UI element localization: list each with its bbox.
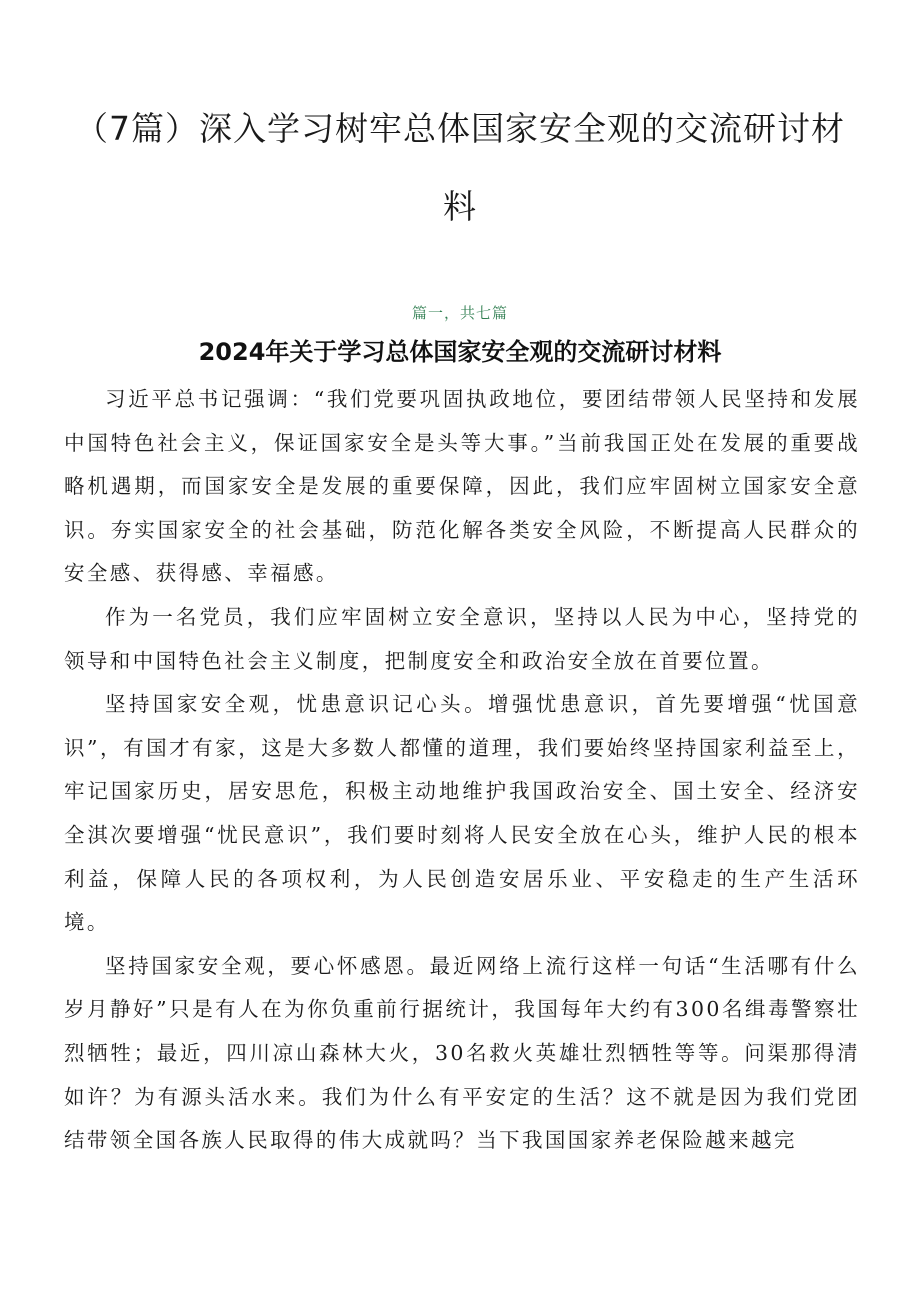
paragraph: 作为一名党员，我们应牢固树立安全意识，坚持以人民为中心，坚持党的领导和中国特色社会主义制度，把制度安全和政治安全放在首要位置。 xyxy=(64,604,860,673)
section-title: 2024年关于学习总体国家安全观的交流研讨材料 xyxy=(198,338,722,366)
section-label: 篇一，共七篇 xyxy=(411,304,508,322)
paragraph: 坚持国家安全观，要心怀感恩。最近网络上流行这样一句话“生活哪有什么岁月静好”只是有人在为你负重前行据统计，我国每年大约有300名缉毒警察壮烈牺牲；最近，四川凉山森林大火，30名救火英雄壮烈牺牲等等。问渠那得清如许？为有源头活水来。我们为什么有平安定的生活？这不就是因为我们党团结带领全国各族人民取得的伟大成就吗？当下我国国家养老保险越来越完 xyxy=(64,953,860,1153)
paragraph: 坚持国家安全观，忧患意识记心头。增强忧患意识，首先要增强“忧国意识”，有国才有家，这是大多数人都懂的道理，我们要始终坚持国家利益至上，牢记国家历史，居安思危，积极主动地维护我国政治安全、国土安全、经济安全淇次要增强“忧民意识”，我们要时刻将人民安全放在心头，维护人民的根本利益，保障人民的各项权利，为人民创造安居乐业、平安稳走的生产生活环境。 xyxy=(64,692,860,935)
document-body xyxy=(64,378,860,1163)
document-title-line-1: （7篇）深入学习树牢总体国家安全观的交流研讨材 xyxy=(75,109,845,148)
document-title-line-2: 料 xyxy=(443,187,477,226)
paragraph: 习近平总书记强调：“我们党要巩固执政地位，要团结带领人民坚持和发展中国特色社会主义，保证国家安全是头等大事。”当前我国正处在发展的重要战略机遇期，而国家安全是发展的重要保障，因此，我们应牢固树立国家安全意识。夯实国家安全的社会基础，防范化解各类安全风险，不断提高人民群众的安全感、获得感、幸福感。 xyxy=(64,387,860,586)
